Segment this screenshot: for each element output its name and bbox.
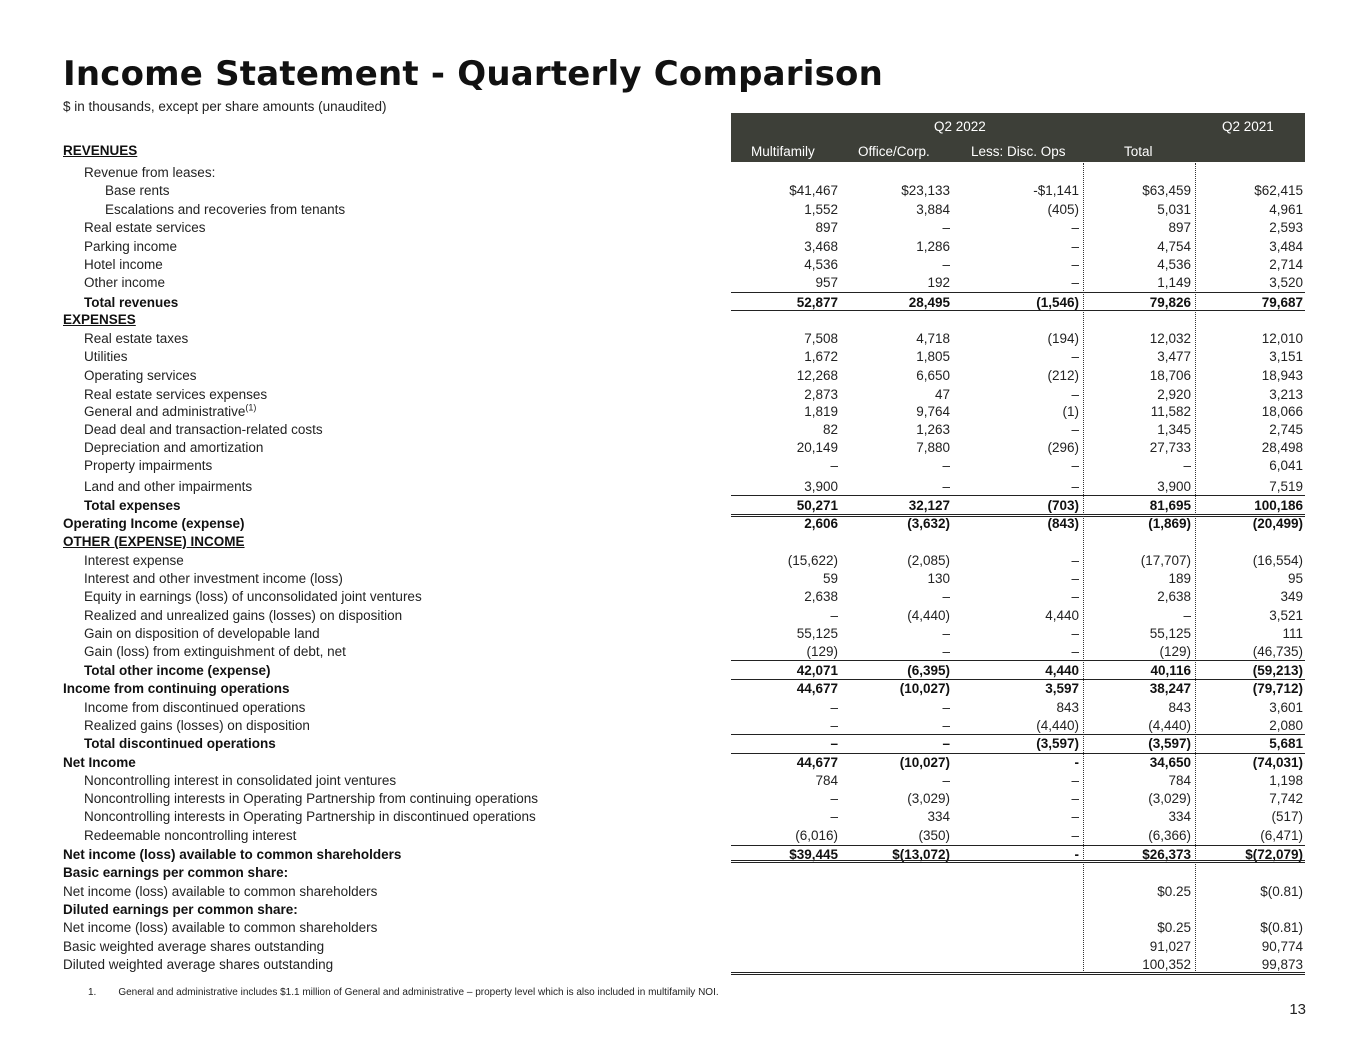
cell-value: – [1071, 275, 1079, 290]
cell-value: (517) [1271, 809, 1303, 824]
cell-value: (3,597) [1036, 736, 1079, 751]
cell-value: 3,468 [804, 239, 838, 254]
cell-value: (6,016) [795, 828, 838, 843]
subtotal-rule [731, 972, 1305, 975]
cell-value: (1) [1062, 404, 1079, 419]
cell-value: 4,536 [1157, 257, 1191, 272]
row-label: Interest and other investment income (loss) [84, 571, 343, 586]
cell-value: 2,593 [1269, 220, 1303, 235]
cell-value: – [1071, 791, 1079, 806]
row-label: Diluted earnings per common share: [63, 902, 298, 917]
cell-value: 4,961 [1269, 202, 1303, 217]
table-row [0, 827, 1365, 845]
subtotal-rule [731, 845, 1305, 846]
table-row [0, 717, 1365, 735]
table-row [0, 515, 1365, 533]
cell-value: 1,286 [916, 239, 950, 254]
cell-value: – [1071, 479, 1079, 494]
cell-value: 95 [1287, 571, 1303, 586]
row-label: Gain (loss) from extinguishment of debt, net [84, 644, 346, 659]
cell-value: 44,677 [796, 755, 838, 770]
cell-value: (3,597) [1148, 736, 1191, 751]
table-row [0, 919, 1365, 937]
cell-value: 12,268 [796, 368, 838, 383]
cell-value: (79,712) [1252, 681, 1303, 696]
header-col-disc-ops: Less: Disc. Ops [971, 144, 1066, 159]
row-label: Realized gains (losses) on disposition [84, 718, 310, 733]
row-label: Noncontrolling interests in Operating Partnership in discontinued operations [84, 809, 536, 824]
cell-value: 91,027 [1149, 939, 1191, 954]
row-label: Property impairments [84, 458, 213, 473]
cell-value: 1,345 [1157, 422, 1191, 437]
cell-value: 3,900 [804, 479, 838, 494]
cell-value: 1,198 [1269, 773, 1303, 788]
table-row [0, 938, 1365, 956]
row-label: Income from discontinued operations [84, 700, 306, 715]
table-row [0, 478, 1365, 496]
cell-value: 20,149 [796, 440, 838, 455]
cell-value: 192 [927, 275, 950, 290]
cell-value: (350) [918, 828, 950, 843]
cell-value: (3,029) [907, 791, 950, 806]
cell-value: 100,186 [1254, 498, 1303, 513]
table-row [0, 311, 1365, 329]
cell-value: – [1071, 644, 1079, 659]
header-col-office: Office/Corp. [858, 144, 930, 159]
cell-value: 52,877 [796, 295, 838, 310]
cell-value: 11,582 [1150, 404, 1191, 419]
cell-value: 3,151 [1269, 349, 1303, 364]
table-row [0, 735, 1365, 753]
cell-value: (4,440) [907, 608, 950, 623]
cell-value: – [942, 644, 950, 659]
row-label: Net income (loss) available to common shareholders [63, 884, 378, 899]
cell-value: 28,498 [1261, 440, 1303, 455]
subtotal-rule [731, 753, 1305, 754]
subtotal-rule [731, 660, 1305, 661]
cell-value: (15,622) [787, 553, 838, 568]
cell-value: (4,440) [1036, 718, 1079, 733]
table-row [0, 883, 1365, 901]
footnote-marker: (1) [245, 402, 257, 413]
cell-value: 27,733 [1149, 440, 1191, 455]
table-row [0, 201, 1365, 219]
page-title: Income Statement - Quarterly Comparison [63, 54, 884, 94]
table-row [0, 662, 1365, 680]
row-label: EXPENSES [63, 312, 136, 327]
cell-value: – [942, 589, 950, 604]
table-row [0, 182, 1365, 200]
cell-value: $0.25 [1157, 884, 1191, 899]
row-label: Interest expense [84, 553, 184, 568]
table-row [0, 164, 1365, 182]
cell-value: $62,415 [1254, 183, 1303, 198]
table-row [0, 497, 1365, 515]
row-label: Diluted weighted average shares outstanding [63, 957, 334, 972]
row-label: Land and other impairments [84, 479, 253, 494]
cell-value: 79,687 [1261, 295, 1303, 310]
cell-value: (10,027) [899, 755, 950, 770]
row-label: Revenue from leases: [84, 165, 216, 180]
cell-value: (4,440) [1148, 718, 1191, 733]
cell-value: 4,754 [1157, 239, 1191, 254]
cell-value: 3,484 [1269, 239, 1303, 254]
cell-value: (843) [1047, 516, 1079, 531]
row-label: Redeemable noncontrolling interest [84, 828, 297, 843]
cell-value: 90,774 [1261, 939, 1303, 954]
row-label: Realized and unrealized gains (losses) on disposition [84, 608, 403, 623]
cell-value: 843 [1056, 700, 1079, 715]
cell-value: - [1074, 755, 1079, 770]
cell-value: 28,495 [908, 295, 950, 310]
table-row [0, 790, 1365, 808]
row-label: Total discontinued operations [84, 736, 276, 751]
cell-value: – [1071, 626, 1079, 641]
page-subtitle: $ in thousands, except per share amounts (unaudited) [63, 99, 387, 114]
cell-value: 130 [927, 571, 950, 586]
cell-value: 4,440 [1045, 663, 1079, 678]
cell-value: – [1071, 773, 1079, 788]
cell-value: – [1071, 220, 1079, 235]
row-label: Net income (loss) available to common shareholders [63, 847, 402, 862]
cell-value: 3,520 [1269, 275, 1303, 290]
cell-value: 897 [815, 220, 838, 235]
cell-value: – [1071, 349, 1079, 364]
subtotal-rule [731, 679, 1305, 680]
cell-value: 334 [1168, 809, 1191, 824]
cell-value: (6,366) [1148, 828, 1191, 843]
cell-value: 3,884 [916, 202, 950, 217]
cell-value: – [830, 809, 838, 824]
cell-value: 12,032 [1149, 331, 1191, 346]
cell-value: – [830, 700, 838, 715]
table-row [0, 238, 1365, 256]
table-row [0, 772, 1365, 790]
header-col-multifamily: Multifamily [751, 144, 815, 159]
row-label: Other income [84, 275, 166, 290]
cell-value: 784 [815, 773, 838, 788]
cell-value: 99,873 [1261, 957, 1303, 972]
cell-value: 3,477 [1157, 349, 1191, 364]
cell-value: 2,920 [1157, 387, 1191, 402]
cell-value: – [1071, 828, 1079, 843]
cell-value: 957 [815, 275, 838, 290]
table-row [0, 570, 1365, 588]
cell-value: 59 [822, 571, 838, 586]
cell-value: (3,632) [907, 516, 950, 531]
row-label: Income from continuing operations [63, 681, 290, 696]
cell-value: 18,943 [1261, 368, 1303, 383]
table-row [0, 607, 1365, 625]
cell-value: 32,127 [908, 498, 950, 513]
row-label: Basic earnings per common share: [63, 865, 289, 880]
table-row [0, 256, 1365, 274]
cell-value: $41,467 [789, 183, 838, 198]
footnote [88, 987, 741, 998]
header-group-q2-2021: Q2 2021 [1222, 119, 1274, 134]
table-row [0, 219, 1365, 237]
row-label: Base rents [105, 183, 170, 198]
row-label: Operating services [84, 368, 197, 383]
cell-value: – [1071, 589, 1079, 604]
cell-value: 47 [934, 387, 950, 402]
row-label: Escalations and recoveries from tenants [105, 202, 346, 217]
cell-value: (129) [806, 644, 838, 659]
cell-value: 5,681 [1269, 736, 1303, 751]
subtotal-rule [731, 734, 1305, 735]
row-label: General and administrative$^{(1)}$ [84, 402, 257, 419]
cell-value: 100,352 [1142, 957, 1191, 972]
cell-value: 6,650 [916, 368, 950, 383]
cell-value: 111 [1282, 626, 1303, 641]
cell-value: 18,066 [1261, 404, 1303, 419]
cell-value: (194) [1047, 331, 1079, 346]
cell-value: 3,597 [1045, 681, 1079, 696]
subtotal-rule [731, 495, 1305, 496]
cell-value: – [830, 736, 838, 751]
table-row [0, 330, 1365, 348]
cell-value: 42,071 [796, 663, 838, 678]
cell-value: – [1183, 458, 1191, 473]
table-row [0, 274, 1365, 292]
cell-value: (17,707) [1140, 553, 1191, 568]
cell-value: 9,764 [916, 404, 950, 419]
cell-value: – [1071, 239, 1079, 254]
row-label: Real estate services expenses [84, 387, 268, 402]
footnote-number: 1. [88, 987, 97, 998]
cell-value: – [830, 791, 838, 806]
cell-value: $(13,072) [892, 847, 950, 862]
row-label: Noncontrolling interest in consolidated joint ventures [84, 773, 397, 788]
cell-value: (212) [1047, 368, 1079, 383]
cell-value: 3,601 [1269, 700, 1303, 715]
cell-value: (16,554) [1252, 553, 1303, 568]
cell-value: 784 [1168, 773, 1191, 788]
cell-value: 1,552 [804, 202, 838, 217]
cell-value: 55,125 [1149, 626, 1191, 641]
cell-value: 2,080 [1269, 718, 1303, 733]
cell-value: – [1071, 422, 1079, 437]
cell-value: $39,445 [789, 847, 838, 862]
table-row [0, 808, 1365, 826]
subtotal-rule [731, 292, 1305, 293]
table-row [0, 754, 1365, 772]
row-label: Noncontrolling interests in Operating Partnership from continuing operations [84, 791, 538, 806]
table-row [0, 457, 1365, 475]
cell-value: $0.25 [1157, 920, 1191, 935]
cell-value: (2,085) [907, 553, 950, 568]
cell-value: (703) [1047, 498, 1079, 513]
cell-value: (6,395) [907, 663, 950, 678]
cell-value: 44,677 [796, 681, 838, 696]
cell-value: 81,695 [1149, 498, 1191, 513]
cell-value: – [1071, 553, 1079, 568]
subtotal-rule [731, 514, 1305, 517]
cell-value: 349 [1280, 589, 1303, 604]
cell-value: 1,263 [916, 422, 950, 437]
cell-value: 55,125 [796, 626, 838, 641]
table-row [0, 367, 1365, 385]
cell-value: (74,031) [1252, 755, 1303, 770]
cell-value: 4,536 [804, 257, 838, 272]
subtotal-rule [731, 860, 1305, 863]
row-label: Utilities [84, 349, 128, 364]
cell-value: 4,718 [916, 331, 950, 346]
table-row [0, 680, 1365, 698]
cell-value: 3,900 [1157, 479, 1191, 494]
table-row [0, 625, 1365, 643]
cell-value: -$1,141 [1033, 183, 1079, 198]
table-row [0, 901, 1365, 919]
table-row [0, 348, 1365, 366]
cell-value: 5,031 [1157, 202, 1191, 217]
row-label: Net Income [63, 755, 136, 770]
cell-value: – [942, 479, 950, 494]
cell-value: – [830, 718, 838, 733]
cell-value: 34,650 [1149, 755, 1191, 770]
cell-value: 2,638 [1157, 589, 1191, 604]
row-label: Basic weighted average shares outstanding [63, 939, 325, 954]
cell-value: – [830, 458, 838, 473]
cell-value: – [942, 736, 950, 751]
row-label: Real estate taxes [84, 331, 189, 346]
cell-value: 334 [927, 809, 950, 824]
cell-value: 82 [822, 422, 838, 437]
row-label: Equity in earnings (loss) of unconsolidated joint ventures [84, 589, 422, 604]
subtotal-rule [731, 310, 1305, 311]
page-number: 13 [1289, 1001, 1306, 1018]
table-row [0, 533, 1365, 551]
cell-value: (10,027) [899, 681, 950, 696]
cell-value: 1,672 [804, 349, 838, 364]
header-col-total: Total [1124, 144, 1153, 159]
row-label: Parking income [84, 239, 178, 254]
cell-value: $26,373 [1142, 847, 1191, 862]
cell-value: – [1071, 809, 1079, 824]
header-group-q2-2022: Q2 2022 [934, 119, 986, 134]
cell-value: – [942, 220, 950, 235]
row-label: OTHER (EXPENSE) INCOME [63, 534, 245, 549]
cell-value: 12,010 [1261, 331, 1303, 346]
row-label: Real estate services [84, 220, 206, 235]
table-row [0, 403, 1365, 421]
cell-value: (1,546) [1036, 295, 1079, 310]
cell-value: – [942, 773, 950, 788]
cell-value: 79,826 [1149, 295, 1191, 310]
cell-value: 1,805 [916, 349, 950, 364]
cell-value: $(0.81) [1260, 884, 1303, 899]
cell-value: $(72,079) [1245, 847, 1303, 862]
cell-value: (59,213) [1252, 663, 1303, 678]
row-label: Hotel income [84, 257, 163, 272]
cell-value: 1,149 [1157, 275, 1191, 290]
cell-value: – [830, 608, 838, 623]
cell-value: - [1074, 847, 1079, 862]
cell-value: 2,745 [1269, 422, 1303, 437]
row-label: Depreciation and amortization [84, 440, 264, 455]
table-row [0, 588, 1365, 606]
table-row [0, 421, 1365, 439]
cell-value: – [1071, 571, 1079, 586]
row-label: Total expenses [84, 498, 181, 513]
cell-value: 843 [1168, 700, 1191, 715]
cell-value: – [1183, 608, 1191, 623]
table-row [0, 552, 1365, 570]
row-label: Dead deal and transaction-related costs [84, 422, 323, 437]
cell-value: 2,638 [804, 589, 838, 604]
cell-value: (129) [1159, 644, 1191, 659]
cell-value: – [1071, 257, 1079, 272]
cell-value: 7,742 [1269, 791, 1303, 806]
cell-value: 7,880 [916, 440, 950, 455]
row-label: Net income (loss) available to common shareholders [63, 920, 378, 935]
cell-value: (3,029) [1148, 791, 1191, 806]
cell-value: (46,735) [1252, 644, 1303, 659]
cell-value: – [942, 700, 950, 715]
cell-value: 50,271 [796, 498, 838, 513]
cell-value: – [942, 626, 950, 641]
cell-value: 7,508 [804, 331, 838, 346]
cell-value: 38,247 [1149, 681, 1191, 696]
table-row [0, 643, 1365, 661]
cell-value: 7,519 [1269, 479, 1303, 494]
cell-value: 4,440 [1045, 608, 1079, 623]
cell-value: 40,116 [1150, 663, 1191, 678]
row-label: Operating Income (expense) [63, 516, 245, 531]
row-label: Gain on disposition of developable land [84, 626, 320, 641]
cell-value: 1,819 [804, 404, 838, 419]
cell-value: – [1071, 387, 1079, 402]
cell-value: 18,706 [1149, 368, 1191, 383]
cell-value: 3,521 [1269, 608, 1303, 623]
cell-value: (405) [1047, 202, 1079, 217]
cell-value: $63,459 [1142, 183, 1191, 198]
table-row [0, 864, 1365, 882]
cell-value: (1,869) [1148, 516, 1191, 531]
cell-value: $23,133 [901, 183, 950, 198]
table-row [0, 386, 1365, 404]
cell-value: – [942, 718, 950, 733]
cell-value: $(0.81) [1260, 920, 1303, 935]
cell-value: (296) [1047, 440, 1079, 455]
row-label: Total revenues [84, 295, 179, 310]
cell-value: 2,873 [804, 387, 838, 402]
cell-value: (20,499) [1252, 516, 1303, 531]
cell-value: – [942, 458, 950, 473]
section-heading-revenues: REVENUES [63, 143, 138, 158]
cell-value: – [1071, 458, 1079, 473]
cell-value: 2,606 [804, 516, 838, 531]
table-row [0, 439, 1365, 457]
table-row [0, 699, 1365, 717]
cell-value: 2,714 [1269, 257, 1303, 272]
cell-value: – [942, 257, 950, 272]
cell-value: 897 [1168, 220, 1191, 235]
cell-value: 3,213 [1269, 387, 1303, 402]
row-label: Total other income (expense) [84, 663, 271, 678]
cell-value: 189 [1168, 571, 1191, 586]
footnote-text: General and administrative includes $1.1 million of General and administrative – property level which is also included in multifamily NOI. [118, 987, 719, 998]
cell-value: 6,041 [1269, 458, 1303, 473]
cell-value: (6,471) [1260, 828, 1303, 843]
